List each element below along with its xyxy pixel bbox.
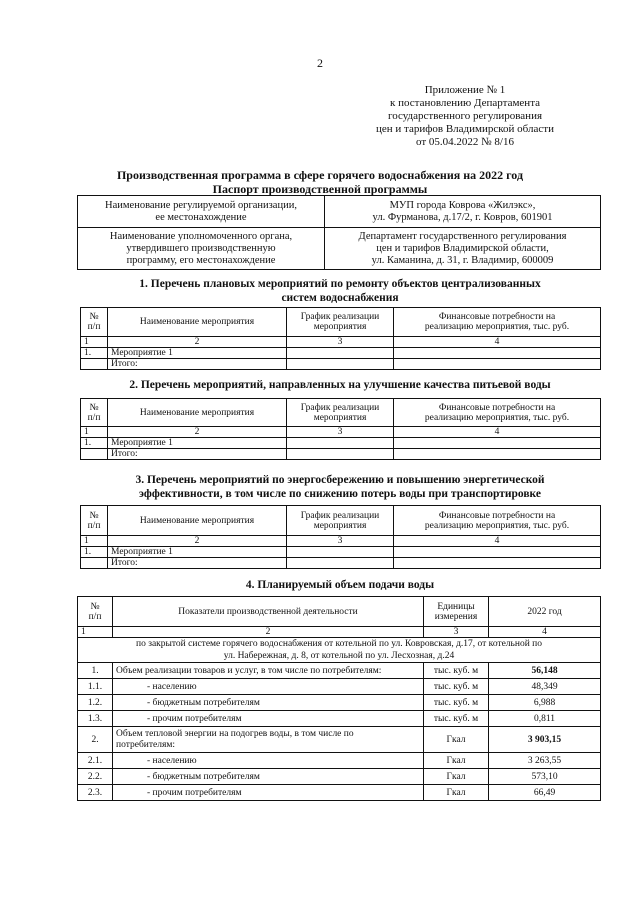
total-finance xyxy=(394,449,601,460)
appendix-line: к постановлению Департамента xyxy=(389,97,541,109)
col-schedule-header: График реализации мероприятия xyxy=(287,506,394,536)
col-schedule-header: График реализации мероприятия xyxy=(287,399,394,427)
section-3-table xyxy=(80,505,601,569)
vol-year-header: 2022 год xyxy=(489,597,601,627)
col-index: 3 xyxy=(287,337,394,348)
row-indicator: - прочим потребителям xyxy=(113,785,424,801)
col-index: 2 xyxy=(108,536,287,547)
total-label: Итого: xyxy=(108,359,287,370)
section-1-heading: 1. Перечень плановых мероприятий по ремонту объектов централизованных систем водоснабжения xyxy=(139,278,541,304)
col-name-header: Наименование мероприятия xyxy=(108,506,287,536)
row-unit: тыс. куб. м xyxy=(424,663,489,679)
col-index: 2 xyxy=(108,337,287,348)
row-unit: Гкал xyxy=(424,753,489,769)
vol-indicator-header: Показатели производственной деятельности xyxy=(113,597,424,627)
row-finance xyxy=(394,348,601,359)
total-finance xyxy=(394,359,601,370)
row-unit: тыс. куб. м xyxy=(424,679,489,695)
row-unit: Гкал xyxy=(424,785,489,801)
section-1-table xyxy=(80,307,601,370)
row-name: Мероприятие 1 xyxy=(108,438,287,449)
col-index: 1 xyxy=(81,337,108,348)
vol-unit-header: Единицы измерения xyxy=(424,597,489,627)
col-num-header: № п/п xyxy=(81,308,108,337)
row-indicator: - населению xyxy=(113,679,424,695)
col-name-header: Наименование мероприятия xyxy=(108,399,287,427)
total-label: Итого: xyxy=(108,558,287,569)
total-schedule xyxy=(287,359,394,370)
row-unit: тыс. куб. м xyxy=(424,695,489,711)
section-2-table xyxy=(80,398,601,460)
col-finance-header: Финансовые потребности на реализацию мероприятия, тыс. руб. xyxy=(394,308,601,337)
appendix-line: от 05.04.2022 № 8/16 xyxy=(416,136,514,148)
col-index: 2 xyxy=(108,427,287,438)
row-finance xyxy=(394,438,601,449)
row-num: 2.2. xyxy=(78,769,113,785)
appendix-line: Приложение № 1 xyxy=(424,84,506,96)
row-unit: Гкал xyxy=(424,727,489,753)
row-value: 56,148 xyxy=(489,663,601,679)
row-indicator: - бюджетным потребителям xyxy=(113,695,424,711)
row-finance xyxy=(394,547,601,558)
row-num: 1. xyxy=(81,547,108,558)
row-schedule xyxy=(287,547,394,558)
passport-authority-label: Наименование уполномоченного органа, утвердившего производственную программу, его местонахождение xyxy=(78,228,325,270)
passport-title: Паспорт производственной программы xyxy=(212,182,428,196)
total-num xyxy=(81,449,108,460)
col-index: 1 xyxy=(81,427,108,438)
total-num xyxy=(81,558,108,569)
appendix-line: цен и тарифов Владимирской области xyxy=(376,123,554,135)
passport-authority-value: Департамент государственного регулирования цен и тарифов Владимирской области, ул. Каманина, д. 31, г. Владимир, 600009 xyxy=(325,228,601,270)
col-schedule-header: График реализации мероприятия xyxy=(287,308,394,337)
row-unit: тыс. куб. м xyxy=(424,711,489,727)
col-num-header: № п/п xyxy=(81,506,108,536)
row-value: 6,988 xyxy=(489,695,601,711)
col-index: 3 xyxy=(287,427,394,438)
passport-org-value: МУП города Коврова «Жилэкс», ул. Фурманова, д.17/2, г. Ковров, 601901 xyxy=(325,196,601,228)
row-indicator: - прочим потребителям xyxy=(113,711,424,727)
row-num: 1. xyxy=(78,663,113,679)
row-num: 1.3. xyxy=(78,711,113,727)
row-indicator: - бюджетным потребителям xyxy=(113,769,424,785)
row-num: 2.3. xyxy=(78,785,113,801)
row-value: 3 263,55 xyxy=(489,753,601,769)
row-unit: Гкал xyxy=(424,769,489,785)
program-title: Производственная программа в сфере горячего водоснабжения на 2022 год xyxy=(116,168,524,182)
row-value: 0,811 xyxy=(489,711,601,727)
total-num xyxy=(81,359,108,370)
col-name-header: Наименование мероприятия xyxy=(108,308,287,337)
section-3-heading: 3. Перечень мероприятий по энергосбережению и повышению энергетической эффективности, в том числе по снижению потерь воды при транспортировке xyxy=(135,474,545,500)
row-num: 1. xyxy=(81,438,108,449)
row-value: 48,349 xyxy=(489,679,601,695)
col-index: 3 xyxy=(287,536,394,547)
row-value: 66,49 xyxy=(489,785,601,801)
total-label: Итого: xyxy=(108,449,287,460)
row-schedule xyxy=(287,438,394,449)
row-value: 3 903,15 xyxy=(489,727,601,753)
row-num: 2. xyxy=(78,727,113,753)
system-description: по закрытой системе горячего водоснабжения от котельной по ул. Ковровская, д.17, от котельной по ул. Набережная, д. 8, от котельной по ул. Лесхозная, д.24 xyxy=(78,638,601,663)
volume-table xyxy=(77,596,601,801)
passport-org-label: Наименование регулируемой организации, ее местонахождение xyxy=(78,196,325,228)
row-num: 1.2. xyxy=(78,695,113,711)
row-indicator: Объем тепловой энергии на подогрев воды, в том числе по потребителям: xyxy=(113,727,424,753)
row-indicator: - населению xyxy=(113,753,424,769)
section-4-heading: 4. Планируемый объем подачи воды xyxy=(245,579,435,591)
col-index: 1 xyxy=(81,536,108,547)
row-name: Мероприятие 1 xyxy=(108,348,287,359)
total-schedule xyxy=(287,449,394,460)
appendix-block xyxy=(330,84,600,149)
row-num: 1.1. xyxy=(78,679,113,695)
row-schedule xyxy=(287,348,394,359)
col-index: 1 xyxy=(78,627,113,638)
section-2-heading: 2. Перечень мероприятий, направленных на улучшение качества питьевой воды xyxy=(129,379,551,391)
col-finance-header: Финансовые потребности на реализацию мероприятия, тыс. руб. xyxy=(394,506,601,536)
col-index: 2 xyxy=(113,627,424,638)
row-name: Мероприятие 1 xyxy=(108,547,287,558)
passport-table xyxy=(77,195,601,270)
col-index: 4 xyxy=(394,337,601,348)
col-index: 3 xyxy=(424,627,489,638)
row-indicator: Объем реализации товаров и услуг, в том числе по потребителям: xyxy=(113,663,424,679)
row-num: 1. xyxy=(81,348,108,359)
page-number: 2 xyxy=(317,56,323,70)
col-index: 4 xyxy=(489,627,601,638)
vol-num-header: № п/п xyxy=(78,597,113,627)
row-value: 573,10 xyxy=(489,769,601,785)
appendix-line: государственного регулирования xyxy=(387,110,543,122)
total-schedule xyxy=(287,558,394,569)
col-index: 4 xyxy=(394,427,601,438)
row-num: 2.1. xyxy=(78,753,113,769)
col-finance-header: Финансовые потребности на реализацию мероприятия, тыс. руб. xyxy=(394,399,601,427)
col-num-header: № п/п xyxy=(81,399,108,427)
col-index: 4 xyxy=(394,536,601,547)
total-finance xyxy=(394,558,601,569)
